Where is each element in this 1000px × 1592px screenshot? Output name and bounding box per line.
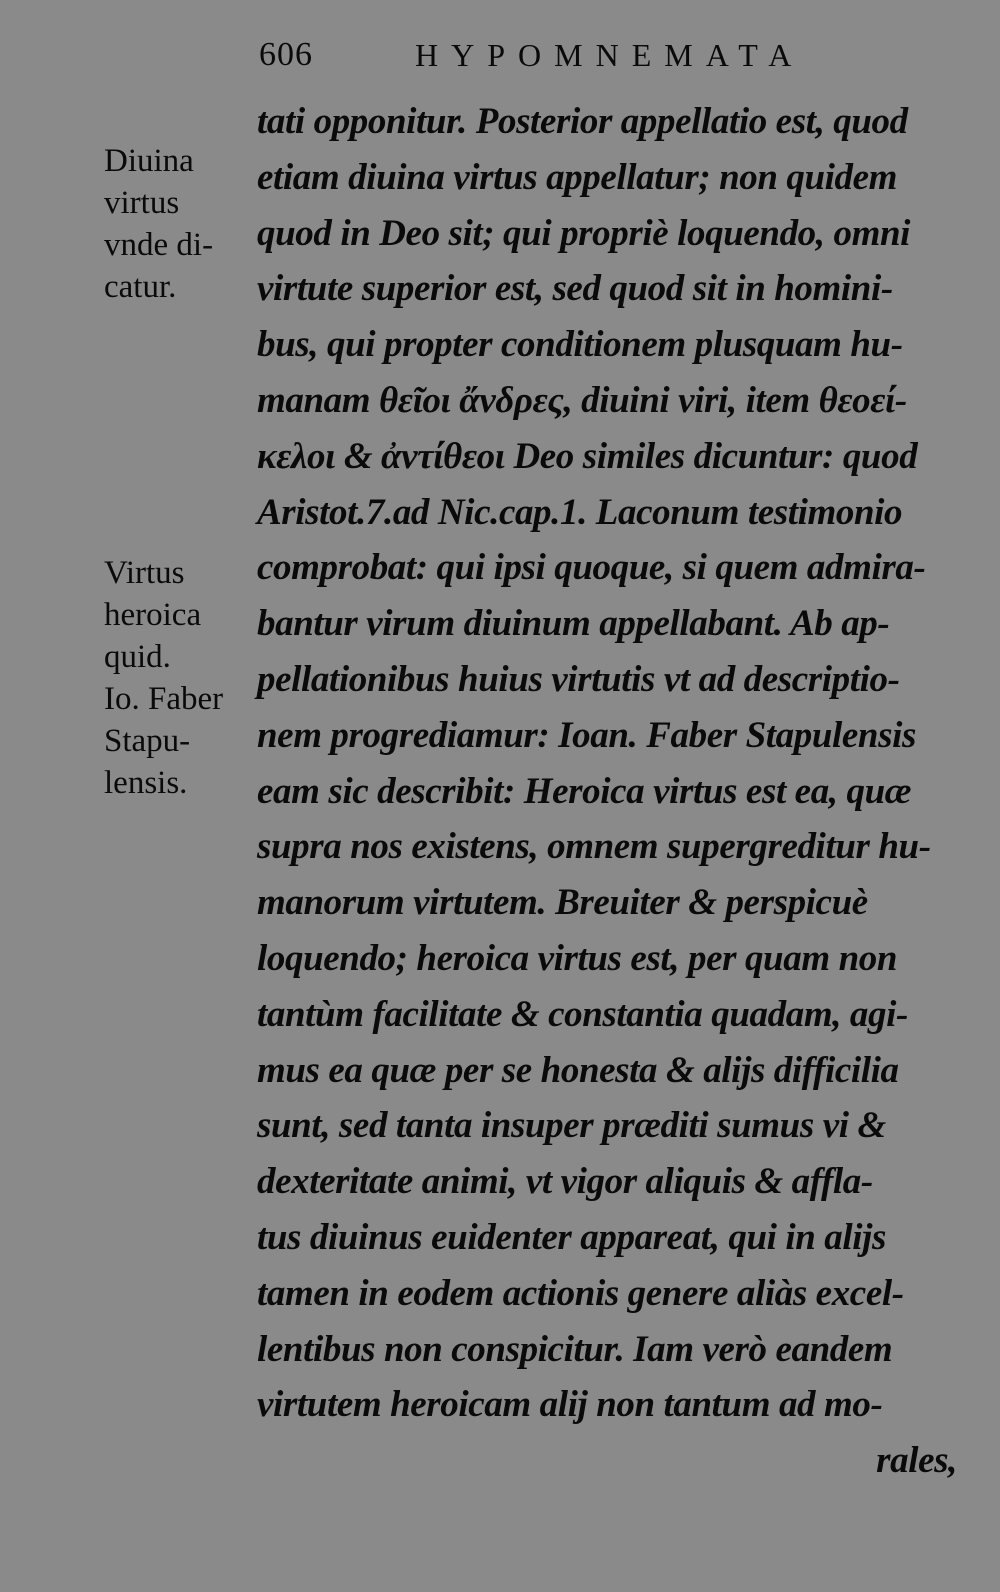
page-number: 606 — [259, 36, 313, 73]
text-line: mus ea quæ per se honesta & alijs difficilia — [257, 1049, 899, 1091]
text-line: etiam diuina virtus appellatur; non quidem — [257, 156, 898, 198]
text-line: bus, qui propter conditionem plusquam hu- — [257, 324, 903, 366]
text-line: tus diuinus euidenter appareat, qui in alijs — [257, 1216, 887, 1258]
text-line: bantur virum diuinum appellabant. Ab ap- — [257, 603, 890, 645]
text-line: comprobat: qui ipsi quoque, si quem admira- — [257, 547, 926, 589]
catchword: rales, — [876, 1440, 957, 1482]
margin-note-line: heroica — [104, 597, 202, 633]
text-line: lentibus non conspicitur. Iam verò eandem — [257, 1328, 893, 1370]
text-line: nem progrediamur: Ioan. Faber Stapulensis — [257, 714, 916, 756]
text-line: virtute superior est, sed quod sit in homini- — [257, 268, 893, 310]
body-text — [257, 94, 957, 1489]
text-line: supra nos existens, omnem supergreditur hu- — [257, 826, 931, 868]
margin-note-diuina-virtus — [104, 140, 254, 308]
running-title: HYPOMNEMATA — [415, 37, 805, 73]
margin-note-line: Diuina — [104, 143, 194, 179]
text-line: Aristot.7.ad Nic.cap.1. Laconum testimonio — [257, 491, 903, 533]
text-line: pellationibus huius virtutis vt ad descriptio- — [257, 658, 900, 700]
text-line: loquendo; heroica virtus est, per quam non — [257, 937, 898, 979]
text-line: manorum virtutem. Breuiter & perspicuè — [257, 882, 868, 924]
text-line: κελοι & ἀντίθεοι Deo similes dicuntur: quod — [257, 435, 918, 477]
margin-note-line: catur. — [104, 269, 177, 305]
margin-note-line: vnde di- — [104, 227, 214, 263]
margin-note-line: quid. — [104, 639, 171, 675]
margin-note-line: Virtus — [104, 555, 185, 591]
margin-note-line: virtus — [104, 185, 180, 221]
text-line: dexteritate animi, vt vigor aliquis & affla- — [257, 1161, 873, 1203]
text-line: sunt, sed tanta insuper præditi sumus vi & — [257, 1105, 886, 1147]
running-head — [255, 30, 815, 80]
text-line: eam sic describit: Heroica virtus est ea, quæ — [257, 770, 912, 812]
margin-note-line: Io. Faber — [104, 681, 224, 717]
text-line: tantùm facilitate & constantia quadam, agi- — [257, 993, 908, 1035]
margin-note-line: lensis. — [104, 765, 188, 801]
margin-note-line: Stapu- — [104, 723, 191, 759]
text-line: tamen in eodem actionis genere aliàs excel- — [257, 1272, 904, 1314]
text-line: virtutem heroicam alij non tantum ad mo- — [257, 1384, 883, 1426]
text-line: manam θεῖοι ἄνδρες, diuini viri, item θεοεί- — [257, 379, 907, 421]
text-line: tati opponitur. Posterior appellatio est, quod — [257, 101, 908, 142]
margin-note-virtus-heroica — [104, 552, 254, 804]
text-line: quod in Deo sit; qui propriè loquendo, omni — [257, 212, 911, 254]
